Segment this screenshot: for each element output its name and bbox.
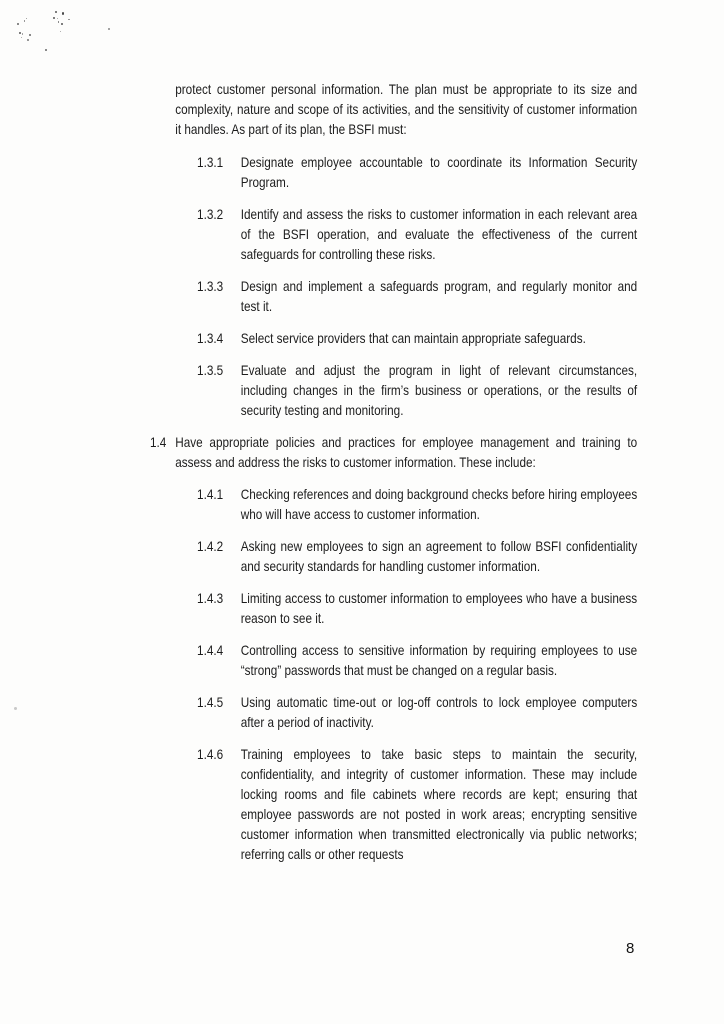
item-text: Limiting access to customer information to employees who have a business reason to see it. — [240, 590, 638, 626]
item-number: 1.3.1 — [197, 154, 224, 170]
item-text: Select service providers that can maintain appropriate safeguards. — [240, 330, 586, 346]
list-item-1-4-3 — [150, 588, 637, 628]
list-item-1-4-6 — [150, 744, 637, 864]
item-text: Design and implement a safeguards program, and regularly monitor and test it. — [240, 278, 638, 314]
ink-speckle — [19, 32, 21, 34]
ink-speckle — [27, 39, 29, 41]
ink-speckle — [14, 707, 17, 710]
ink-speckle — [26, 18, 27, 19]
item-number: 1.3.2 — [197, 206, 224, 222]
list-item-1-4-2 — [150, 536, 637, 576]
item-number: 1.3.4 — [197, 330, 224, 346]
ink-speckle — [45, 49, 47, 51]
item-number: 1.4.5 — [197, 694, 224, 710]
ink-speckle — [21, 37, 22, 38]
ink-speckle — [57, 18, 58, 19]
ink-speckle — [55, 11, 57, 13]
ink-speckle — [68, 19, 70, 20]
list-item-1-4-4 — [150, 640, 637, 680]
ink-speckle — [24, 20, 25, 22]
ink-speckle — [17, 23, 19, 25]
item-text: Using automatic time-out or log-off controls to lock employee computers after a period of inactivity. — [240, 694, 638, 730]
item-number: 1.3.5 — [197, 362, 224, 378]
ink-speckle — [61, 23, 63, 25]
ink-speckle — [22, 33, 23, 35]
page-number: 8 — [626, 940, 635, 957]
ink-speckle — [58, 21, 59, 23]
item-number: 1.4.4 — [197, 642, 224, 658]
item-text: Asking new employees to sign an agreement to follow BSFI confidentiality and security standards for handling customer information. — [240, 538, 638, 574]
item-text: Designate employee accountable to coordinate its Information Security Program. — [240, 154, 638, 190]
item-text: Identify and assess the risks to customer information in each relevant area of the BSFI operation, and evaluate the effectiveness of the current safeguards for controlling these risks. — [240, 206, 638, 262]
item-number: 1.4.3 — [197, 590, 224, 606]
item-text: Checking references and doing background checks before hiring employees who will have access to customer information. — [240, 486, 638, 522]
list-item-1-3-2 — [150, 204, 637, 264]
item-number: 1.3.3 — [197, 278, 224, 294]
ink-speckle — [53, 17, 55, 19]
list-item-1-3-5 — [150, 360, 637, 420]
item-text: Evaluate and adjust the program in light of relevant circumstances, including changes in the firm’s business or operations, or the results of security testing and monitoring. — [240, 362, 638, 418]
list-item-1-4-5 — [150, 692, 637, 732]
item-number: 1.4.6 — [197, 746, 224, 762]
ink-speckle — [29, 34, 31, 36]
item-text: Controlling access to sensitive information by requiring employees to use “strong” passwords that must be changed on a regular basis. — [240, 642, 638, 678]
section-heading-1-4 — [150, 432, 637, 472]
item-text: Training employees to take basic steps to maintain the security, confidentiality, and integrity of customer information. These may include locking rooms and file cabinets where records are kept; ensuring that employee passwords are not posted in work areas; encrypting sensitive customer information when transmitted electronically via public networks; referring calls or other requests — [240, 746, 638, 862]
section-number: 1.4 — [150, 434, 167, 450]
item-number: 1.4.2 — [197, 538, 224, 554]
item-number: 1.4.1 — [197, 486, 224, 502]
ink-speckle — [60, 31, 61, 32]
list-item-1-3-4 — [150, 328, 637, 348]
list-item-1-3-1 — [150, 152, 637, 192]
intro-paragraph: protect customer personal information. The plan must be appropriate to its size and complexity, nature and scope of its activities, and the sensitivity of customer information it handles. As part of its plan, the BSFI must: — [175, 81, 638, 137]
list-item-1-4-1 — [150, 484, 637, 524]
ink-speckle — [108, 28, 110, 30]
ink-speckle — [62, 12, 64, 15]
section-text: Have appropriate policies and practices for employee management and training to assess and address the risks to customer information. These include: — [175, 434, 638, 470]
list-item-1-3-3 — [150, 276, 637, 316]
document-body — [150, 79, 637, 876]
